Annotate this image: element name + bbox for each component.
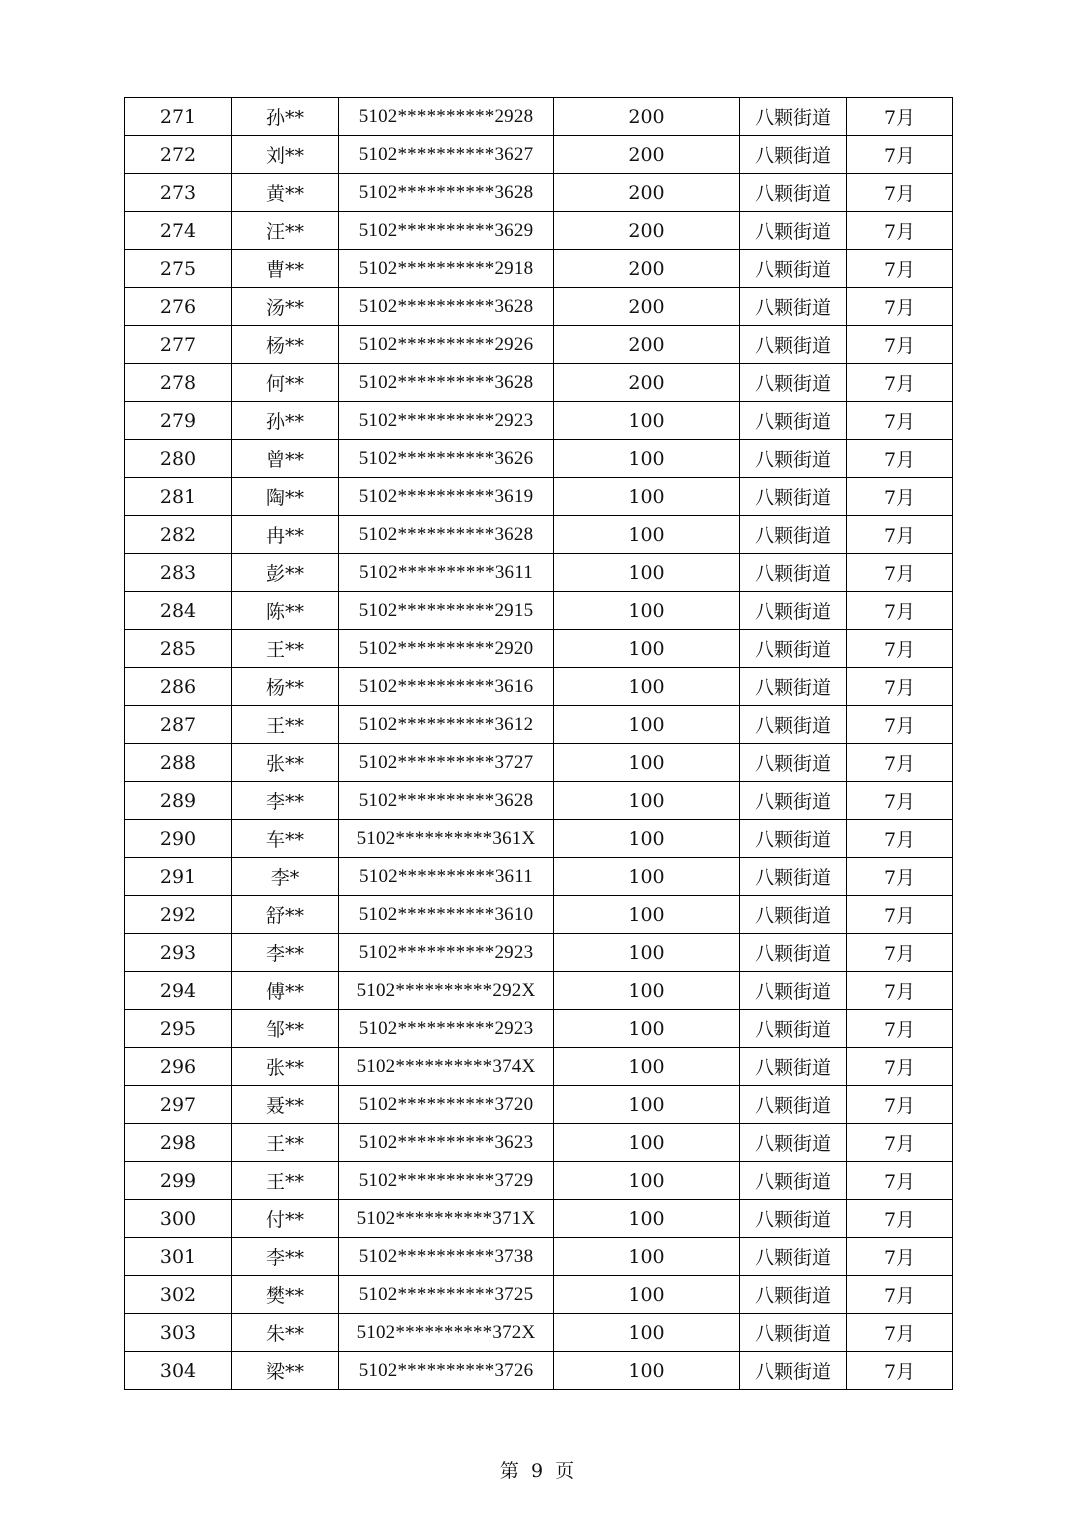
street-cell: 八颗街道 (740, 1010, 847, 1048)
serial-number-cell: 301 (125, 1238, 232, 1276)
month-cell: 7月 (847, 174, 953, 212)
amount-cell: 100 (554, 1314, 740, 1352)
amount-cell: 100 (554, 1276, 740, 1314)
serial-number-cell: 290 (125, 820, 232, 858)
amount-cell: 100 (554, 782, 740, 820)
table-row (125, 630, 953, 668)
name-cell: 汤** (232, 288, 339, 326)
serial-number-cell: 292 (125, 896, 232, 934)
month-cell: 7月 (847, 1200, 953, 1238)
amount-cell: 200 (554, 326, 740, 364)
id-number-cell: 5102**********2918 (339, 250, 554, 288)
id-number-cell: 5102**********2923 (339, 1010, 554, 1048)
amount-cell: 100 (554, 440, 740, 478)
amount-cell: 100 (554, 1048, 740, 1086)
name-cell: 杨** (232, 668, 339, 706)
table-row (125, 478, 953, 516)
table-row (125, 1200, 953, 1238)
id-number-cell: 5102**********292X (339, 972, 554, 1010)
month-cell: 7月 (847, 554, 953, 592)
name-cell: 孙** (232, 98, 339, 136)
street-cell: 八颗街道 (740, 706, 847, 744)
street-cell: 八颗街道 (740, 288, 847, 326)
table-row (125, 1314, 953, 1352)
month-cell: 7月 (847, 1314, 953, 1352)
id-number-cell: 5102**********2920 (339, 630, 554, 668)
amount-cell: 100 (554, 1124, 740, 1162)
month-cell: 7月 (847, 136, 953, 174)
name-cell: 付** (232, 1200, 339, 1238)
serial-number-cell: 273 (125, 174, 232, 212)
table-row (125, 782, 953, 820)
month-cell: 7月 (847, 934, 953, 972)
id-number-cell: 5102**********3629 (339, 212, 554, 250)
serial-number-cell: 286 (125, 668, 232, 706)
id-number-cell: 5102**********3610 (339, 896, 554, 934)
name-cell: 傅** (232, 972, 339, 1010)
serial-number-cell: 275 (125, 250, 232, 288)
id-number-cell: 5102**********3612 (339, 706, 554, 744)
serial-number-cell: 288 (125, 744, 232, 782)
serial-number-cell: 284 (125, 592, 232, 630)
id-number-cell: 5102**********372X (339, 1314, 554, 1352)
id-number-cell: 5102**********371X (339, 1200, 554, 1238)
serial-number-cell: 294 (125, 972, 232, 1010)
name-cell: 冉** (232, 516, 339, 554)
table-row (125, 1352, 953, 1390)
name-cell: 曾** (232, 440, 339, 478)
id-number-cell: 5102**********3628 (339, 174, 554, 212)
name-cell: 彭** (232, 554, 339, 592)
table-row (125, 326, 953, 364)
month-cell: 7月 (847, 402, 953, 440)
street-cell: 八颗街道 (740, 1314, 847, 1352)
month-cell: 7月 (847, 858, 953, 896)
name-cell: 张** (232, 744, 339, 782)
serial-number-cell: 280 (125, 440, 232, 478)
street-cell: 八颗街道 (740, 440, 847, 478)
amount-cell: 100 (554, 668, 740, 706)
serial-number-cell: 271 (125, 98, 232, 136)
street-cell: 八颗街道 (740, 972, 847, 1010)
table-row (125, 1276, 953, 1314)
table-row (125, 1010, 953, 1048)
month-cell: 7月 (847, 782, 953, 820)
name-cell: 刘** (232, 136, 339, 174)
month-cell: 7月 (847, 668, 953, 706)
serial-number-cell: 281 (125, 478, 232, 516)
amount-cell: 100 (554, 706, 740, 744)
table-row (125, 668, 953, 706)
name-cell: 舒** (232, 896, 339, 934)
street-cell: 八颗街道 (740, 1200, 847, 1238)
table-row (125, 402, 953, 440)
month-cell: 7月 (847, 1010, 953, 1048)
name-cell: 陶** (232, 478, 339, 516)
amount-cell: 100 (554, 972, 740, 1010)
footer-prefix: 第 (499, 1460, 519, 1482)
month-cell: 7月 (847, 706, 953, 744)
amount-cell: 100 (554, 1086, 740, 1124)
id-number-cell: 5102**********3616 (339, 668, 554, 706)
street-cell: 八颗街道 (740, 136, 847, 174)
amount-cell: 100 (554, 820, 740, 858)
month-cell: 7月 (847, 516, 953, 554)
street-cell: 八颗街道 (740, 934, 847, 972)
id-number-cell: 5102**********3611 (339, 858, 554, 896)
serial-number-cell: 289 (125, 782, 232, 820)
amount-cell: 100 (554, 592, 740, 630)
id-number-cell: 5102**********3738 (339, 1238, 554, 1276)
street-cell: 八颗街道 (740, 1124, 847, 1162)
street-cell: 八颗街道 (740, 554, 847, 592)
table-row (125, 364, 953, 402)
id-number-cell: 5102**********2923 (339, 402, 554, 440)
amount-cell: 200 (554, 98, 740, 136)
table-row (125, 554, 953, 592)
street-cell: 八颗街道 (740, 402, 847, 440)
street-cell: 八颗街道 (740, 212, 847, 250)
name-cell: 何** (232, 364, 339, 402)
street-cell: 八颗街道 (740, 744, 847, 782)
amount-cell: 200 (554, 250, 740, 288)
serial-number-cell: 300 (125, 1200, 232, 1238)
amount-cell: 100 (554, 858, 740, 896)
id-number-cell: 5102**********3626 (339, 440, 554, 478)
month-cell: 7月 (847, 1086, 953, 1124)
roster-table-body (125, 98, 953, 1390)
month-cell: 7月 (847, 440, 953, 478)
amount-cell: 200 (554, 288, 740, 326)
table-row (125, 592, 953, 630)
serial-number-cell: 295 (125, 1010, 232, 1048)
id-number-cell: 5102**********3619 (339, 478, 554, 516)
street-cell: 八颗街道 (740, 516, 847, 554)
serial-number-cell: 296 (125, 1048, 232, 1086)
street-cell: 八颗街道 (740, 1048, 847, 1086)
month-cell: 7月 (847, 1124, 953, 1162)
id-number-cell: 5102**********3628 (339, 288, 554, 326)
id-number-cell: 5102**********2923 (339, 934, 554, 972)
id-number-cell: 5102**********3727 (339, 744, 554, 782)
roster-table (124, 97, 953, 1390)
street-cell: 八颗街道 (740, 1162, 847, 1200)
id-number-cell: 5102**********2926 (339, 326, 554, 364)
street-cell: 八颗街道 (740, 326, 847, 364)
street-cell: 八颗街道 (740, 1352, 847, 1390)
month-cell: 7月 (847, 1162, 953, 1200)
street-cell: 八颗街道 (740, 820, 847, 858)
footer-page-number: 9 (530, 1460, 544, 1482)
id-number-cell: 5102**********374X (339, 1048, 554, 1086)
table-row (125, 174, 953, 212)
table-row (125, 1162, 953, 1200)
month-cell: 7月 (847, 478, 953, 516)
serial-number-cell: 297 (125, 1086, 232, 1124)
table-row (125, 706, 953, 744)
month-cell: 7月 (847, 1048, 953, 1086)
id-number-cell: 5102**********361X (339, 820, 554, 858)
name-cell: 王** (232, 1124, 339, 1162)
id-number-cell: 5102**********3628 (339, 364, 554, 402)
serial-number-cell: 283 (125, 554, 232, 592)
footer-suffix: 页 (555, 1460, 575, 1482)
amount-cell: 100 (554, 1162, 740, 1200)
page-footer (0, 1456, 1074, 1483)
street-cell: 八颗街道 (740, 250, 847, 288)
name-cell: 孙** (232, 402, 339, 440)
table-row (125, 288, 953, 326)
name-cell: 王** (232, 706, 339, 744)
table-row (125, 1124, 953, 1162)
amount-cell: 100 (554, 478, 740, 516)
table-row (125, 858, 953, 896)
serial-number-cell: 299 (125, 1162, 232, 1200)
month-cell: 7月 (847, 212, 953, 250)
id-number-cell: 5102**********3628 (339, 516, 554, 554)
serial-number-cell: 298 (125, 1124, 232, 1162)
serial-number-cell: 304 (125, 1352, 232, 1390)
street-cell: 八颗街道 (740, 1086, 847, 1124)
table-row (125, 744, 953, 782)
serial-number-cell: 272 (125, 136, 232, 174)
serial-number-cell: 279 (125, 402, 232, 440)
serial-number-cell: 302 (125, 1276, 232, 1314)
serial-number-cell: 278 (125, 364, 232, 402)
table-row (125, 934, 953, 972)
name-cell: 陈** (232, 592, 339, 630)
amount-cell: 100 (554, 1200, 740, 1238)
amount-cell: 100 (554, 516, 740, 554)
serial-number-cell: 274 (125, 212, 232, 250)
month-cell: 7月 (847, 364, 953, 402)
id-number-cell: 5102**********3729 (339, 1162, 554, 1200)
name-cell: 樊** (232, 1276, 339, 1314)
amount-cell: 100 (554, 896, 740, 934)
name-cell: 杨** (232, 326, 339, 364)
month-cell: 7月 (847, 896, 953, 934)
id-number-cell: 5102**********3611 (339, 554, 554, 592)
table-row (125, 440, 953, 478)
id-number-cell: 5102**********3628 (339, 782, 554, 820)
name-cell: 朱** (232, 1314, 339, 1352)
month-cell: 7月 (847, 820, 953, 858)
street-cell: 八颗街道 (740, 478, 847, 516)
name-cell: 王** (232, 1162, 339, 1200)
amount-cell: 100 (554, 630, 740, 668)
month-cell: 7月 (847, 98, 953, 136)
amount-cell: 100 (554, 402, 740, 440)
name-cell: 聂** (232, 1086, 339, 1124)
street-cell: 八颗街道 (740, 1276, 847, 1314)
street-cell: 八颗街道 (740, 98, 847, 136)
id-number-cell: 5102**********3623 (339, 1124, 554, 1162)
serial-number-cell: 303 (125, 1314, 232, 1352)
month-cell: 7月 (847, 1238, 953, 1276)
month-cell: 7月 (847, 1352, 953, 1390)
street-cell: 八颗街道 (740, 592, 847, 630)
street-cell: 八颗街道 (740, 630, 847, 668)
serial-number-cell: 276 (125, 288, 232, 326)
street-cell: 八颗街道 (740, 858, 847, 896)
street-cell: 八颗街道 (740, 364, 847, 402)
id-number-cell: 5102**********3726 (339, 1352, 554, 1390)
street-cell: 八颗街道 (740, 668, 847, 706)
month-cell: 7月 (847, 592, 953, 630)
amount-cell: 100 (554, 554, 740, 592)
table-row (125, 136, 953, 174)
table-row (125, 1238, 953, 1276)
table-row (125, 250, 953, 288)
name-cell: 黄** (232, 174, 339, 212)
serial-number-cell: 277 (125, 326, 232, 364)
month-cell: 7月 (847, 744, 953, 782)
amount-cell: 100 (554, 1238, 740, 1276)
serial-number-cell: 285 (125, 630, 232, 668)
id-number-cell: 5102**********3627 (339, 136, 554, 174)
street-cell: 八颗街道 (740, 896, 847, 934)
table-row (125, 212, 953, 250)
table-row (125, 1048, 953, 1086)
id-number-cell: 5102**********3720 (339, 1086, 554, 1124)
month-cell: 7月 (847, 326, 953, 364)
amount-cell: 200 (554, 136, 740, 174)
amount-cell: 200 (554, 212, 740, 250)
month-cell: 7月 (847, 288, 953, 326)
month-cell: 7月 (847, 630, 953, 668)
name-cell: 李** (232, 1238, 339, 1276)
amount-cell: 200 (554, 174, 740, 212)
name-cell: 李** (232, 934, 339, 972)
name-cell: 张** (232, 1048, 339, 1086)
serial-number-cell: 287 (125, 706, 232, 744)
serial-number-cell: 293 (125, 934, 232, 972)
table-row (125, 820, 953, 858)
id-number-cell: 5102**********2928 (339, 98, 554, 136)
name-cell: 梁** (232, 1352, 339, 1390)
id-number-cell: 5102**********3725 (339, 1276, 554, 1314)
month-cell: 7月 (847, 972, 953, 1010)
street-cell: 八颗街道 (740, 782, 847, 820)
amount-cell: 100 (554, 744, 740, 782)
name-cell: 李* (232, 858, 339, 896)
name-cell: 车** (232, 820, 339, 858)
id-number-cell: 5102**********2915 (339, 592, 554, 630)
street-cell: 八颗街道 (740, 174, 847, 212)
name-cell: 邹** (232, 1010, 339, 1048)
table-row (125, 972, 953, 1010)
name-cell: 曹** (232, 250, 339, 288)
month-cell: 7月 (847, 250, 953, 288)
serial-number-cell: 291 (125, 858, 232, 896)
table-row (125, 896, 953, 934)
month-cell: 7月 (847, 1276, 953, 1314)
amount-cell: 100 (554, 934, 740, 972)
table-row (125, 98, 953, 136)
amount-cell: 100 (554, 1352, 740, 1390)
table-row (125, 1086, 953, 1124)
serial-number-cell: 282 (125, 516, 232, 554)
street-cell: 八颗街道 (740, 1238, 847, 1276)
name-cell: 汪** (232, 212, 339, 250)
name-cell: 李** (232, 782, 339, 820)
table-row (125, 516, 953, 554)
name-cell: 王** (232, 630, 339, 668)
amount-cell: 200 (554, 364, 740, 402)
amount-cell: 100 (554, 1010, 740, 1048)
